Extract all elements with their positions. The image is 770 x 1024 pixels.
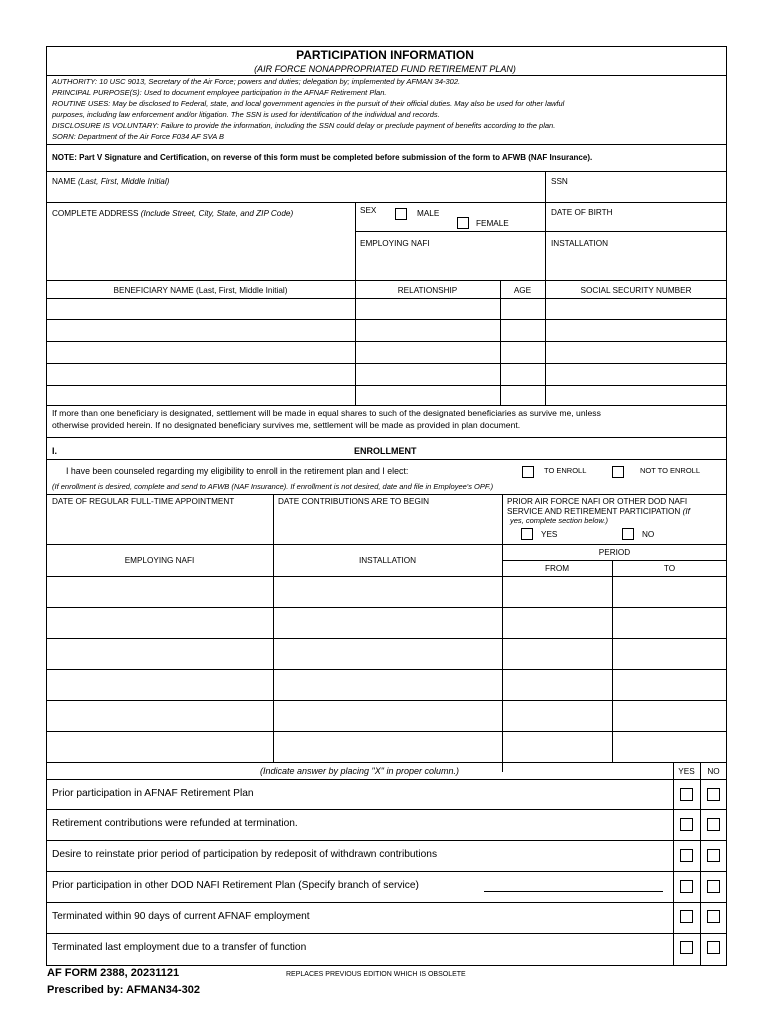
- nafi-cell[interactable]: [48, 702, 271, 730]
- divider: [46, 669, 727, 670]
- routine-uses-text-cont: purposes, including law enforcement and/or litigation. The SSN is used for identification of the individual and records.: [52, 110, 440, 119]
- divider: [46, 576, 727, 577]
- installation-cell[interactable]: [275, 609, 500, 637]
- divider: [46, 405, 727, 406]
- divider: [46, 437, 727, 438]
- relationship-header: RELATIONSHIP: [397, 286, 458, 295]
- installation-cell[interactable]: [275, 702, 500, 730]
- prior-service-yes-label: YES: [541, 530, 558, 539]
- beneficiary-name-cell[interactable]: [48, 300, 353, 318]
- divider: [46, 871, 727, 872]
- divider: [46, 638, 727, 639]
- divider: [502, 560, 727, 561]
- beneficiary-footnote-cont: otherwise provided herein. If no designated beneficiary survives me, settlement will be made as provided in plan document.: [52, 420, 521, 430]
- divider: [700, 762, 701, 966]
- beneficiary-footnote: If more than one beneficiary is designated, settlement will be made in equal shares to such of the designated beneficiaries as survive me, unless: [52, 408, 601, 418]
- question-yes-checkbox[interactable]: [680, 880, 693, 893]
- to-cell[interactable]: [614, 733, 725, 761]
- divider: [545, 280, 546, 405]
- divider: [46, 809, 727, 810]
- to-cell[interactable]: [614, 609, 725, 637]
- beneficiary-name-cell[interactable]: [48, 321, 353, 340]
- beneficiary-name-cell[interactable]: [48, 387, 353, 404]
- divider: [46, 319, 727, 320]
- form-subtitle: (AIR FORCE NONAPPROPRIATED FUND RETIREMENT PLAN): [254, 64, 516, 74]
- prior-service-yes-checkbox[interactable]: [521, 528, 533, 540]
- contributions-date-field[interactable]: [275, 509, 500, 543]
- divider: [355, 231, 727, 232]
- to-cell[interactable]: [614, 578, 725, 606]
- divider: [46, 171, 727, 172]
- branch-of-service-field[interactable]: [484, 878, 663, 892]
- to-cell[interactable]: [614, 640, 725, 668]
- male-label: MALE: [417, 209, 440, 218]
- nafi-cell[interactable]: [48, 609, 271, 637]
- ssn-cell[interactable]: [547, 387, 725, 404]
- relationship-cell[interactable]: [357, 300, 498, 318]
- question-text: Retirement contributions were refunded at termination.: [52, 818, 298, 829]
- divider: [46, 933, 727, 934]
- prior-service-label: PRIOR AIR FORCE NAFI OR OTHER DOD NAFI: [507, 497, 688, 506]
- divider: [273, 544, 274, 762]
- period-header: PERIOD: [598, 548, 631, 557]
- replaces-notice: REPLACES PREVIOUS EDITION WHICH IS OBSOLETE: [286, 971, 466, 978]
- dob-field[interactable]: [548, 219, 725, 231]
- from-cell[interactable]: [504, 733, 610, 761]
- divider: [46, 494, 727, 495]
- note-text: NOTE: Part V Signature and Certification, on reverse of this form must be completed before submission of the form to AFWB (NAF Insurance).: [52, 153, 593, 162]
- question-no-checkbox[interactable]: [707, 880, 720, 893]
- address-field[interactable]: [48, 222, 353, 280]
- divider: [500, 280, 501, 405]
- relationship-cell[interactable]: [357, 321, 498, 340]
- employing-nafi-field[interactable]: [357, 250, 544, 279]
- appointment-date-label: DATE OF REGULAR FULL-TIME APPOINTMENT: [52, 497, 235, 506]
- divider: [46, 700, 727, 701]
- ssn-cell[interactable]: [547, 343, 725, 362]
- installation-label: INSTALLATION: [551, 239, 609, 248]
- no-column-header: NO: [707, 767, 720, 776]
- divider: [355, 202, 356, 280]
- age-cell[interactable]: [502, 365, 543, 384]
- divider: [46, 144, 727, 145]
- divider: [46, 607, 727, 608]
- prior-service-label-cont: SERVICE AND RETIREMENT PARTICIPATION (If: [507, 507, 690, 516]
- ssn-cell[interactable]: [547, 321, 725, 340]
- section-number: I.: [52, 446, 58, 456]
- divider: [46, 902, 727, 903]
- nafi-cell[interactable]: [48, 578, 271, 606]
- section-title: ENROLLMENT: [354, 446, 417, 456]
- from-cell[interactable]: [504, 702, 610, 730]
- prior-service-instruction: yes, complete section below.): [510, 516, 608, 525]
- divider: [46, 363, 727, 364]
- question-no-checkbox[interactable]: [707, 818, 720, 831]
- male-checkbox[interactable]: [395, 208, 407, 220]
- age-header: AGE: [513, 286, 532, 295]
- not-to-enroll-label: NOT TO ENROLL: [640, 466, 701, 475]
- name-field[interactable]: [48, 188, 542, 202]
- installation-cell[interactable]: [275, 671, 500, 699]
- ssn-label: SSN: [551, 177, 568, 186]
- to-enroll-label: TO ENROLL: [544, 466, 587, 475]
- to-header: TO: [663, 564, 676, 573]
- divider: [46, 75, 727, 76]
- divider: [46, 298, 727, 299]
- address-label: COMPLETE ADDRESS (Include Street, City, State, and ZIP Code): [52, 209, 294, 218]
- age-cell[interactable]: [502, 387, 543, 404]
- beneficiary-name-header: BENEFICIARY NAME (Last, First, Middle Initial): [113, 286, 288, 295]
- form-id: AF FORM 2388, 20231121: [47, 967, 180, 979]
- name-hint: (Last, First, Middle Initial): [77, 177, 170, 186]
- beneficiary-name-cell[interactable]: [48, 343, 353, 362]
- installation-cell[interactable]: [275, 640, 500, 668]
- prior-service-no-checkbox[interactable]: [622, 528, 634, 540]
- divider: [46, 840, 727, 841]
- divider: [46, 385, 727, 386]
- from-cell[interactable]: [504, 609, 610, 637]
- installation-cell[interactable]: [275, 578, 500, 606]
- disclosure-text: DISCLOSURE IS VOLUNTARY: Failure to provide the information, including the SSN could delay or preclude payment of benefits according to the plan.: [52, 121, 556, 130]
- form-title: PARTICIPATION INFORMATION: [296, 48, 474, 62]
- age-cell[interactable]: [502, 343, 543, 362]
- question-yes-checkbox[interactable]: [680, 788, 693, 801]
- divider: [46, 280, 727, 281]
- question-yes-checkbox[interactable]: [680, 849, 693, 862]
- yes-column-header: YES: [678, 767, 695, 776]
- ssn-field[interactable]: [548, 188, 725, 202]
- routine-uses-text: ROUTINE USES: May be disclosed to Federal, state, and local government agencies in the pursuit of their official duties. May also be used for other lawful: [52, 99, 565, 108]
- divider: [545, 202, 546, 280]
- installation-header: INSTALLATION: [358, 556, 417, 565]
- appointment-date-field[interactable]: [48, 509, 271, 543]
- sex-label: SEX: [360, 206, 377, 215]
- question-text: Prior participation in AFNAF Retirement Plan: [52, 788, 254, 799]
- divider: [46, 341, 727, 342]
- ssn-header: SOCIAL SECURITY NUMBER: [580, 286, 692, 295]
- sorn-text: SORN: Department of the Air Force F034 AF SVA B: [52, 132, 225, 141]
- nafi-cell[interactable]: [48, 640, 271, 668]
- contributions-date-label: DATE CONTRIBUTIONS ARE TO BEGIN: [278, 497, 430, 506]
- to-cell[interactable]: [614, 671, 725, 699]
- from-header: FROM: [544, 564, 570, 573]
- address-hint: (Include Street, City, State, and ZIP Code): [140, 209, 294, 218]
- prior-service-no-label: NO: [642, 530, 655, 539]
- age-cell[interactable]: [502, 321, 543, 340]
- from-cell[interactable]: [504, 640, 610, 668]
- question-yes-checkbox[interactable]: [680, 910, 693, 923]
- nafi-cell[interactable]: [48, 733, 271, 761]
- divider: [673, 762, 674, 966]
- employing-nafi-header: EMPLOYING NAFI: [124, 556, 195, 565]
- divider: [46, 459, 727, 460]
- divider: [46, 762, 727, 763]
- divider: [46, 779, 727, 780]
- question-text: Desire to reinstate prior period of participation by redeposit of withdrawn contributions: [52, 849, 438, 860]
- from-cell[interactable]: [504, 671, 610, 699]
- divider: [46, 202, 727, 203]
- question-text: Terminated within 90 days of current AFNAF employment: [52, 911, 310, 922]
- from-cell[interactable]: [504, 578, 610, 606]
- answer-instruction: (Indicate answer by placing "X" in proper column.): [260, 766, 459, 776]
- question-no-checkbox[interactable]: [707, 910, 720, 923]
- name-label: NAME (Last, First, Middle Initial): [52, 177, 170, 186]
- divider: [46, 731, 727, 732]
- principal-purpose-text: PRINCIPAL PURPOSE(S): Used to document employee participation in the AFNAF Retirement Plan.: [52, 88, 387, 97]
- nafi-cell[interactable]: [48, 671, 271, 699]
- divider: [46, 544, 727, 545]
- age-cell[interactable]: [502, 300, 543, 318]
- divider: [273, 494, 274, 544]
- female-checkbox[interactable]: [457, 217, 469, 229]
- election-statement: I have been counseled regarding my eligibility to enroll in the retirement plan and I elect:: [66, 466, 409, 476]
- prescribed-by: Prescribed by: AFMAN34-302: [47, 984, 201, 996]
- divider: [545, 171, 546, 202]
- beneficiary-name-cell[interactable]: [48, 365, 353, 384]
- dob-label: DATE OF BIRTH: [551, 208, 613, 217]
- question-no-checkbox[interactable]: [707, 788, 720, 801]
- authority-text: AUTHORITY: 10 USC 9013, Secretary of the Air Force; powers and duties; delegation by; implemented by AFMAN 34-302.: [52, 77, 461, 86]
- question-yes-checkbox[interactable]: [680, 941, 693, 954]
- to-cell[interactable]: [614, 702, 725, 730]
- relationship-cell[interactable]: [357, 365, 498, 384]
- question-no-checkbox[interactable]: [707, 941, 720, 954]
- question-no-checkbox[interactable]: [707, 849, 720, 862]
- question-yes-checkbox[interactable]: [680, 818, 693, 831]
- relationship-cell[interactable]: [357, 343, 498, 362]
- employing-nafi-label: EMPLOYING NAFI: [360, 239, 430, 248]
- to-enroll-checkbox[interactable]: [522, 466, 534, 478]
- installation-field[interactable]: [548, 250, 725, 279]
- not-to-enroll-checkbox[interactable]: [612, 466, 624, 478]
- ssn-cell[interactable]: [547, 365, 725, 384]
- enrollment-instruction: (If enrollment is desired, complete and send to AFWB (NAF Insurance). If enrollment is not desired, date and file in Employee's OPF.): [52, 482, 494, 491]
- ssn-cell[interactable]: [547, 300, 725, 318]
- installation-cell[interactable]: [275, 733, 500, 761]
- question-text: Terminated last employment due to a transfer of function: [52, 942, 307, 953]
- divider: [355, 280, 356, 405]
- divider: [612, 560, 613, 762]
- relationship-cell[interactable]: [357, 387, 498, 404]
- question-text: Prior participation in other DOD NAFI Retirement Plan (Specify branch of service): [52, 880, 419, 891]
- female-label: FEMALE: [476, 219, 509, 228]
